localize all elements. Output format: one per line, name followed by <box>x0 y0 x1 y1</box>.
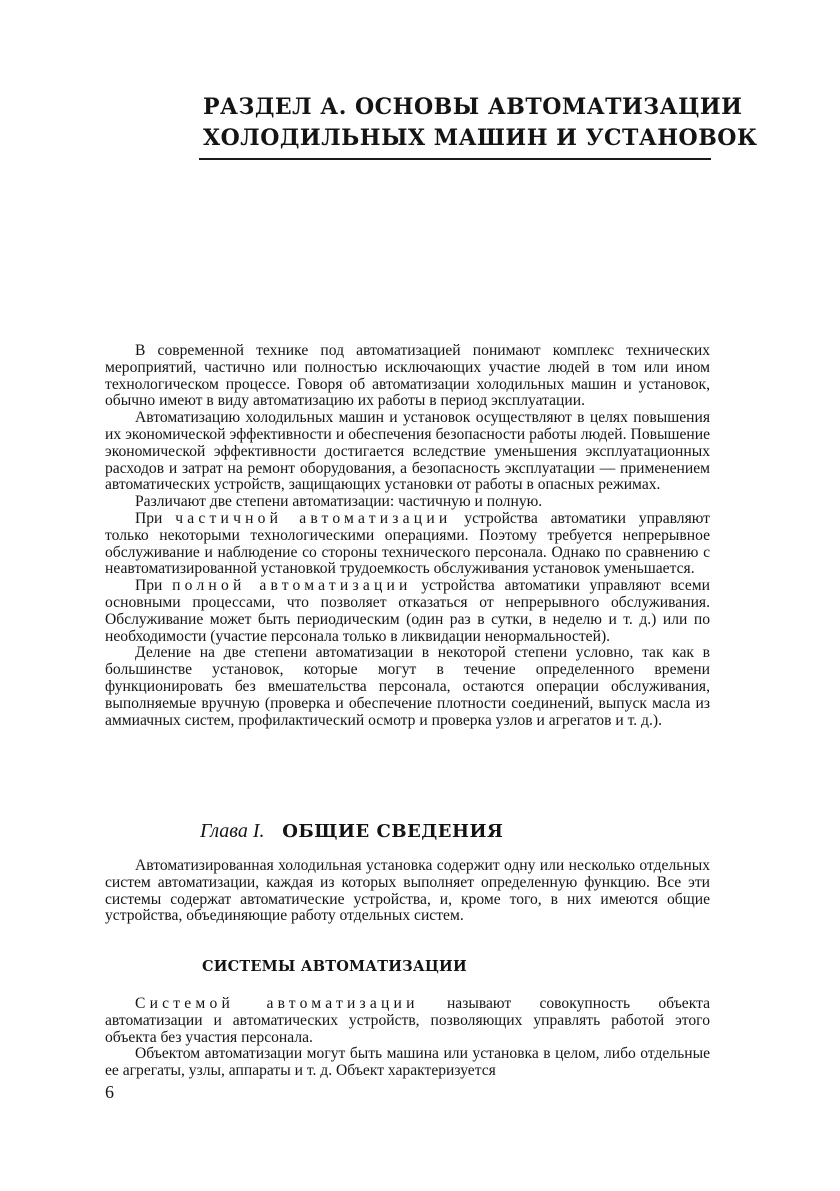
paragraph: В современной технике под автоматизацией понимают комплекс технических мероприятий, частично или полностью исключающих участие людей в том или ином технологическом процессе. Говоря об автоматизации холодильных машин и установок, обычно имеют в виду автоматизацию их работы в период эксплуатации. <box>105 342 710 410</box>
paragraph <box>105 578 710 645</box>
spaced-term: полной автоматизации <box>172 577 412 595</box>
paragraph: Объектом автоматизации могут быть машина или установка в целом, либо отдельные ее агрегаты, узлы, аппараты и т. д. Объект характеризуется <box>105 1045 710 1080</box>
section-title <box>203 92 758 154</box>
section-title-line-2: ХОЛОДИЛЬНЫХ МАШИН И УСТАНОВОК <box>203 125 758 151</box>
title-rule <box>199 158 711 160</box>
paragraph-rest: называют совокупность объекта автоматизации и автоматических устройств, позволяющих управлять работой этого объекта без участия персонала. <box>105 995 710 1046</box>
paragraph <box>105 511 710 578</box>
chapter-title: ОБЩИЕ СВЕДЕНИЯ <box>282 821 504 842</box>
chapter-label: Глава I. <box>200 820 265 842</box>
chapter-heading <box>200 820 620 843</box>
subsection-title: СИСТЕМЫ АВТОМАТИЗАЦИИ <box>202 958 467 975</box>
paragraph: Автоматизированная холодильная установка содержит одну или несколько отдельных систем автоматизации, каждая из которых выполняет определенную функцию. Все эти системы содержат автоматические устройства, и, кроме того, в них имеются общие устройства, объединяющие работу отдельных систем. <box>105 857 710 925</box>
paragraph-lead: При <box>135 577 163 595</box>
intro-text <box>105 343 710 729</box>
paragraph-rest: устройства автоматики управляют всеми основными процессами, что позволяет отказаться от непрерывного обслуживания. Обслуживание может быть периодическим (один раз в сутки, в неделю и т. д.) или по необходимости (участие персонала только в ликвидации ненормальностей). <box>105 577 710 645</box>
paragraph: Автоматизацию холодильных машин и установок осуществляют в целях повышения их экономической эффективности и обеспечения безопасности работы людей. Повышение экономической эффективности достигается вследствие уменьшения эксплуатационных расходов и затрат на ремонт оборудования, а безопасность эксплуатации — применением автоматических устройств, защищающих установки от работы в опасных режимах. <box>105 409 710 494</box>
paragraph-lead: При <box>135 509 163 527</box>
subsection-text <box>105 996 710 1080</box>
spaced-term: частичной автоматизации <box>175 509 452 527</box>
page-number: 6 <box>105 1082 114 1102</box>
spaced-term: Системой автоматизации <box>135 995 419 1012</box>
paragraph-rest: устройства автоматики управляют только некоторыми технологическими операциями. Поэтому требуется непрерывное обслуживание и наблюдение со стороны технического персонала. Однако по сравнению с неавтоматизированной установкой трудоемкость обслуживания установок уменьшается. <box>105 509 711 578</box>
chapter-text <box>105 858 710 925</box>
paragraph: Деление на две степени автоматизации в некоторой степени условно, так как в большинстве установок, которые могут в течение определенного времени функционировать без вмешательства персонала, остаются операции обслуживания, выполняемые вручную (проверка и обеспечение плотности соединений, выпуск масла из аммиачных систем, профилактический осмотр и проверка узлов и агрегатов и т. д.). <box>105 644 710 729</box>
book-page <box>105 0 758 1191</box>
paragraph <box>105 996 710 1046</box>
paragraph: Различают две степени автоматизации: частичную и полную. <box>135 493 543 511</box>
section-title-line-1: РАЗДЕЛ А. ОСНОВЫ АВТОМАТИЗАЦИИ <box>203 94 743 120</box>
